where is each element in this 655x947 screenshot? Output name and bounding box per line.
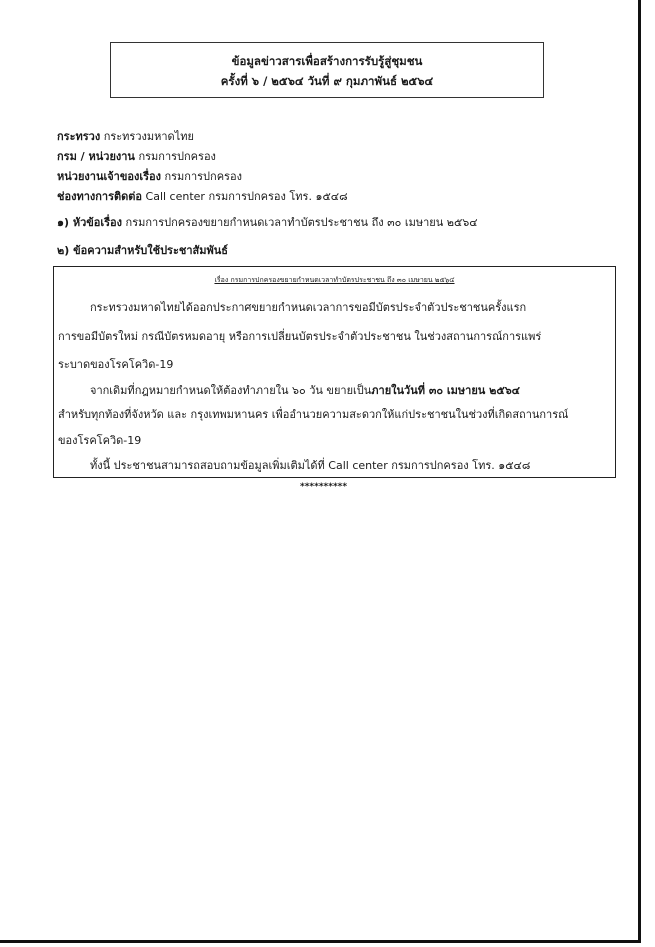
paragraph-2-line-3: ของโรคโควิด-19 — [58, 434, 142, 447]
paragraph-3-line-1: ทั้งนี้ ประชาชนสามารถสอบถามข้อมูลเพิ่มเติมได้ที่ Call center กรมการปกครอง โทร. ๑๕๔๘ — [90, 459, 531, 472]
ministry-line — [57, 127, 194, 145]
contact-value: Call center กรมการปกครอง โทร. ๑๕๔๘ — [145, 190, 348, 203]
end-marker: ********** — [300, 482, 348, 492]
contact-line — [57, 187, 348, 205]
topic-line — [57, 213, 478, 231]
ministry-label: กระทรวง — [57, 130, 101, 143]
owner-value: กรมการปกครอง — [164, 170, 242, 183]
paragraph-1-line-2: การขอมีบัตรใหม่ กรณีบัตรหมดอายุ หรือการเปลี่ยนบัตรประจำตัวประชาชน ในช่วงสถานการณ์การแพร่ — [58, 330, 542, 343]
ministry-value: กระทรวงมหาดไทย — [103, 130, 194, 143]
paragraph-2-start: จากเดิมที่กฎหมายกำหนดให้ต้องทำภายใน ๖๐ วัน ขยายเป็น — [90, 384, 372, 397]
pr-heading — [57, 241, 228, 259]
title-line-1: ข้อมูลข่าวสารเพื่อสร้างการรับรู้สู่ชุมชน — [231, 54, 423, 68]
paragraph-2-line-1 — [90, 381, 520, 399]
owner-label: หน่วยงานเจ้าของเรื่อง — [57, 170, 161, 183]
paragraph-1-line-3: ระบาดของโรคโควิด-19 — [58, 358, 174, 371]
topic-value: กรมการปกครองขยายกำหนดเวลาทำบัตรประชาชน ถึง ๓๐ เมษายน ๒๕๖๔ — [125, 216, 478, 229]
message-subject: เรื่อง กรมการปกครองขยายกำหนดเวลาทำบัตรประชาชน ถึง ๓๐ เมษายน ๒๕๖๔ — [214, 276, 455, 284]
paragraph-1-line-1: กระทรวงมหาดไทยได้ออกประกาศขยายกำหนดเวลาการขอมีบัตรประจำตัวประชาชนครั้งแรก — [90, 301, 527, 314]
paragraph-2-line-2: สำหรับทุกท้องที่จังหวัด และ กรุงเทพมหานคร เพื่ออำนวยความสะดวกให้แก่ประชาชนในช่วงที่เกิดสถานการณ์ — [58, 408, 569, 421]
topic-label: ๑) หัวข้อเรื่อง — [57, 216, 123, 229]
pr-message-box — [53, 266, 616, 478]
pr-label: ๒) ข้อความสำหรับใช้ประชาสัมพันธ์ — [57, 244, 228, 257]
department-line — [57, 147, 216, 165]
contact-label: ช่องทางการติดต่อ — [57, 190, 143, 203]
department-label: กรม / หน่วยงาน — [57, 150, 135, 163]
title-line-2: ครั้งที่ ๖ / ๒๕๖๔ วันที่ ๙ กุมภาพันธ์ ๒๕๖๔ — [220, 74, 434, 88]
paragraph-2-bold: ภายในวันที่ ๓๐ เมษายน ๒๕๖๔ — [371, 384, 521, 397]
department-value: กรมการปกครอง — [138, 150, 216, 163]
owner-line — [57, 167, 242, 185]
title-box — [110, 42, 544, 98]
